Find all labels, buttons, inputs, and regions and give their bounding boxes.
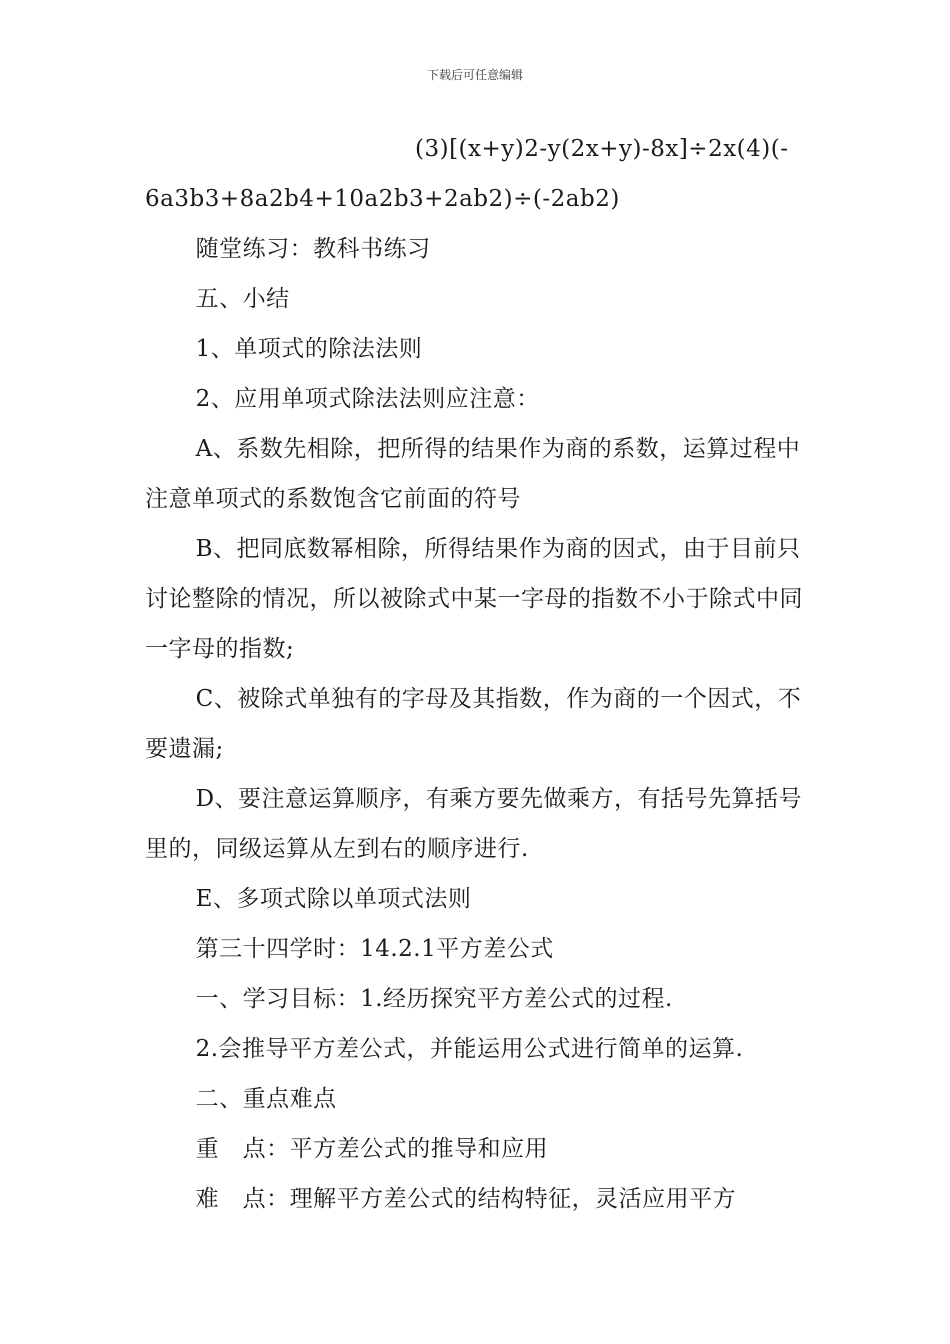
practice-line: 随堂练习：教科书练习 bbox=[195, 236, 431, 262]
rule-c: C、被除式单独有的字母及其指数，作为商的一个因式，不要遗漏; bbox=[145, 686, 802, 762]
expression-line-2: 6a3b3+8a2b4+10a2b3+2ab2)÷(-2ab2) bbox=[145, 186, 620, 212]
key-point-line: 重 点：平方差公式的推导和应用 bbox=[195, 1136, 549, 1162]
key-difficulty-heading: 二、重点难点 bbox=[195, 1086, 337, 1112]
learning-goal-1: 一、学习目标：1.经历探究平方差公式的过程. bbox=[195, 986, 673, 1012]
rule-a: A、系数先相除，把所得的结果作为商的系数，运算过程中注意单项式的系数饱含它前面的符号 bbox=[145, 436, 801, 512]
summary-item-2: 2、应用单项式除法法则应注意： bbox=[195, 386, 540, 412]
summary-heading: 五、小结 bbox=[195, 286, 290, 312]
rule-e: E、多项式除以单项式法则 bbox=[195, 886, 472, 912]
rule-d: D、要注意运算顺序，有乘方要先做乘方，有括号先算括号里的，同级运算从左到右的顺序进行. bbox=[145, 786, 803, 862]
learning-goal-2: 2.会推导平方差公式，并能运用公式进行简单的运算. bbox=[195, 1036, 744, 1062]
summary-item-1: 1、单项式的除法法则 bbox=[195, 336, 423, 362]
difficulty-line: 难 点：理解平方差公式的结构特征，灵活应用平方 bbox=[195, 1186, 737, 1212]
lesson-title: 第三十四学时：14.2.1平方差公式 bbox=[195, 936, 554, 962]
page-header: 下载后可任意编辑 bbox=[426, 68, 523, 82]
document-body bbox=[145, 124, 815, 1224]
rule-b: B、把同底数幂相除，所得结果作为商的因式，由于目前只讨论整除的情况，所以被除式中某一字母的指数不小于除式中同一字母的指数; bbox=[145, 536, 803, 662]
expression-line-1: (3)[(x+y)2-y(2x+y)-8x]÷2x(4)(- bbox=[415, 136, 789, 162]
